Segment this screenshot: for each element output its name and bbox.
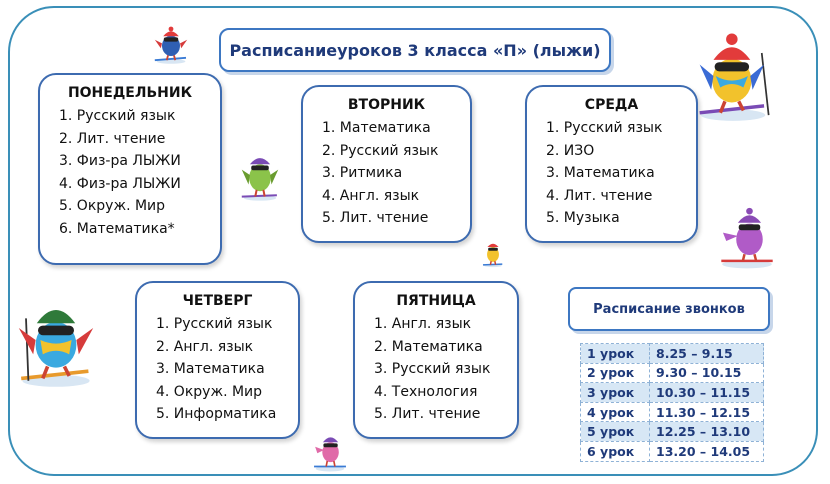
table-row [581, 344, 764, 364]
day-title: ВТОРНИК [347, 97, 426, 113]
lesson-item: 3. Ритмика [322, 165, 403, 181]
page-title: Расписаниеуроков 3 класса «П» (лыжи) [219, 28, 611, 72]
lesson-item: 2. Математика [374, 338, 483, 355]
day-title: ПЯТНИЦА [396, 293, 476, 309]
skiing-bird-icon [480, 236, 506, 270]
skiing-bird-icon [718, 200, 776, 272]
lesson-time: 13.20 – 14.05 [650, 441, 764, 461]
day-card-thursday [135, 281, 300, 439]
lesson-time: 12.25 – 13.10 [650, 422, 764, 442]
skiing-bird-icon [150, 22, 192, 66]
table-row [581, 422, 764, 442]
lesson-item: 1. Англ. язык [374, 316, 472, 332]
lesson-time: 10.30 – 11.15 [650, 383, 764, 403]
lesson-list [527, 117, 696, 230]
lesson-list [40, 105, 220, 240]
lesson-item: 2. Русский язык [322, 142, 439, 159]
table-row [581, 441, 764, 461]
lesson-item: 5. Информатика [156, 406, 277, 422]
lesson-item: 2. ИЗО [546, 142, 595, 159]
lesson-item: 3. Математика [156, 361, 265, 377]
lesson-item: 4. Физ-ра ЛЫЖИ [59, 175, 181, 192]
lesson-item: 4. Технология [374, 383, 478, 400]
lesson-item: 4. Лит. чтение [546, 187, 653, 204]
day-card-wednesday [525, 85, 698, 243]
skiing-bird-icon [236, 148, 284, 202]
lesson-number: 3 урок [581, 383, 650, 403]
lesson-item: 1. Русский язык [156, 316, 273, 332]
day-card-tuesday [301, 85, 472, 243]
lesson-item: 1. Русский язык [546, 120, 663, 136]
day-card-friday [353, 281, 519, 439]
skiing-bird-icon [310, 428, 350, 472]
lesson-item: 2. Лит. чтение [59, 130, 166, 147]
day-title: СРЕДА [584, 97, 639, 113]
skiing-bird-icon [692, 30, 774, 122]
lesson-item: 2. Англ. язык [156, 338, 254, 355]
lesson-list [303, 117, 470, 230]
table-row [581, 383, 764, 403]
bell-schedule-table [580, 343, 764, 462]
lesson-item: 3. Русский язык [374, 361, 491, 377]
lesson-item: 3. Физ-ра ЛЫЖИ [59, 153, 181, 169]
lesson-item: 5. Музыка [546, 210, 620, 226]
lesson-time: 11.30 – 12.15 [650, 402, 764, 422]
lesson-item: 1. Русский язык [59, 108, 176, 124]
lesson-list [137, 313, 298, 426]
table-row [581, 363, 764, 383]
skiing-bird-icon [14, 292, 98, 388]
lesson-item: 5. Лит. чтение [322, 210, 429, 226]
lesson-item: 4. Окруж. Мир [156, 383, 263, 400]
lesson-list [355, 313, 517, 426]
lesson-item: 4. Англ. язык [322, 187, 420, 204]
lesson-time: 9.30 – 10.15 [650, 363, 764, 383]
lesson-time: 8.25 – 9.15 [650, 344, 764, 364]
lesson-number: 2 урок [581, 363, 650, 383]
lesson-number: 4 урок [581, 402, 650, 422]
bell-schedule-title: Расписание звонков [568, 287, 770, 331]
lesson-item: 5. Лит. чтение [374, 406, 481, 422]
lesson-item: 6. Математика* [59, 220, 175, 237]
day-title: ЧЕТВЕРГ [182, 293, 253, 309]
lesson-item: 1. Математика [322, 120, 431, 136]
day-title: ПОНЕДЕЛЬНИК [67, 85, 193, 101]
day-card-monday [38, 73, 222, 265]
table-row [581, 402, 764, 422]
lesson-item: 3. Математика [546, 165, 655, 181]
lesson-item: 5. Окруж. Мир [59, 198, 166, 214]
lesson-number: 5 урок [581, 422, 650, 442]
lesson-number: 6 урок [581, 441, 650, 461]
lesson-number: 1 урок [581, 344, 650, 364]
